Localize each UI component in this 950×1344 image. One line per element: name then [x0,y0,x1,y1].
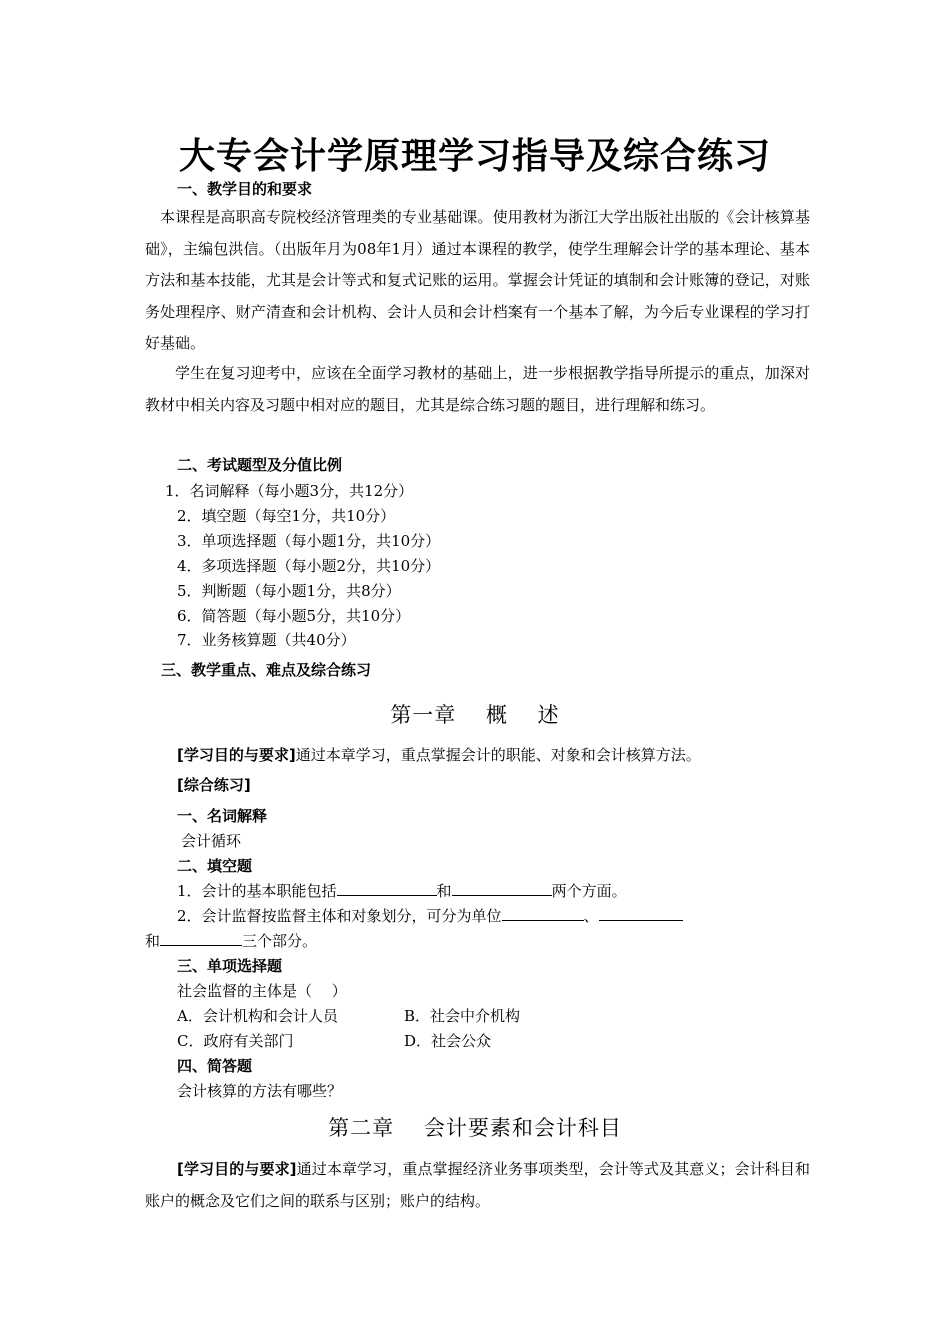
fill-question-text: 1．会计的基本职能包括 [177,882,337,900]
exam-type-item: 1．名词解释（每小题3分，共12分） [165,482,414,500]
chapter-1-title: 第一章 概 述 [390,703,560,727]
exam-type-item: 4．多项选择题（每小题2分，共10分） [177,557,441,575]
answer-blank[interactable] [160,931,242,946]
fill-question-text: 、 [583,907,599,925]
exam-type-item: 5．判断题（每小题1分，共8分） [177,582,401,600]
chapter-1-goal [177,744,701,765]
goal-text: 通过本章学习，重点掌握会计的职能、对象和会计核算方法。 [295,746,701,764]
question-heading-single-choice: 三、单项选择题 [177,957,283,975]
exam-type-item: 7．业务核算题（共40分） [177,631,356,649]
answer-blank[interactable] [599,906,683,921]
answer-blank[interactable] [452,881,552,896]
question-heading-fill: 二、填空题 [177,857,253,875]
choice-option-a: A．会计机构和会计人员 [177,1007,338,1025]
choice-option-d: D．社会公众 [404,1032,492,1050]
fill-question-text: 两个方面。 [551,882,627,900]
question-heading-short-answer: 四、简答题 [177,1057,253,1075]
choice-option-c: C．政府有关部门 [177,1032,294,1050]
goal-text: 通过本章学习，重点掌握经济业务事项类型，会计等式及其意义；会计科目和账户的概念及它们之间的联系与区别；账户的结构。 [145,1160,810,1210]
document-title: 大专会计学原理学习指导及综合练习 [178,135,771,177]
short-answer-question: 会计核算的方法有哪些？ [177,1082,343,1100]
question-term-item: 会计循环 [181,832,242,850]
section-heading-exam-types: 二、考试题型及分值比例 [177,456,343,474]
choice-option-b: B．社会中介机构 [404,1007,521,1025]
fill-question-2 [177,905,683,926]
choice-question-stem: 社会监督的主体是（ ） [177,982,347,1000]
review-paragraph: 学生在复习迎考中，应该在全面学习教材的基础上，进一步根据教学指导所提示的重点，加深对教材中相关内容及习题中相对应的题目，尤其是综合练习题的题目，进行理解和练习。 [145,364,810,414]
chapter-2-title: 第二章 会计要素和会计科目 [328,1116,622,1140]
goal-label: [学习目的与要求] [177,1160,297,1178]
fill-question-1 [177,880,627,901]
objectives-paragraph: 本课程是高职高专院校经济管理类的专业基础课。使用教材为浙江大学出版社出版的《会计核算基础》，主编包洪信。（出版年月为08年1月）通过本课程的教学，使学生理解会计学的基本理论、基本方法和基本技能，尤其是会计等式和复式记账的运用。掌握会计凭证的填制和会计账簿的登记，对账务处理程序、财产清查和会计机构、会计人员和会计档案有一个基本了解，为今后专业课程的学习打好基础。 [145,208,810,352]
answer-blank[interactable] [502,906,584,921]
fill-question-text: 和 [145,932,161,950]
fill-question-text: 和 [436,882,452,900]
question-heading-terms: 一、名词解释 [177,807,268,825]
goal-label: [学习目的与要求] [177,746,296,764]
fill-question-text: 2．会计监督按监督主体和对象划分，可分为单位 [177,907,502,925]
fill-question-2-cont [145,930,317,951]
chapter-2-goal [145,1154,810,1217]
exam-type-item: 6．简答题（每小题5分，共10分） [177,607,411,625]
section-heading-key-points: 三、教学重点、难点及综合练习 [161,661,372,679]
exam-type-item: 3．单项选择题（每小题1分，共10分） [177,532,441,550]
exam-type-item: 2．填空题（每空1分，共10分） [177,507,396,525]
answer-blank[interactable] [337,881,437,896]
section-heading-objectives: 一、教学目的和要求 [177,180,313,198]
fill-question-text: 三个部分。 [242,932,318,950]
exercise-label: [综合练习] [177,776,251,794]
